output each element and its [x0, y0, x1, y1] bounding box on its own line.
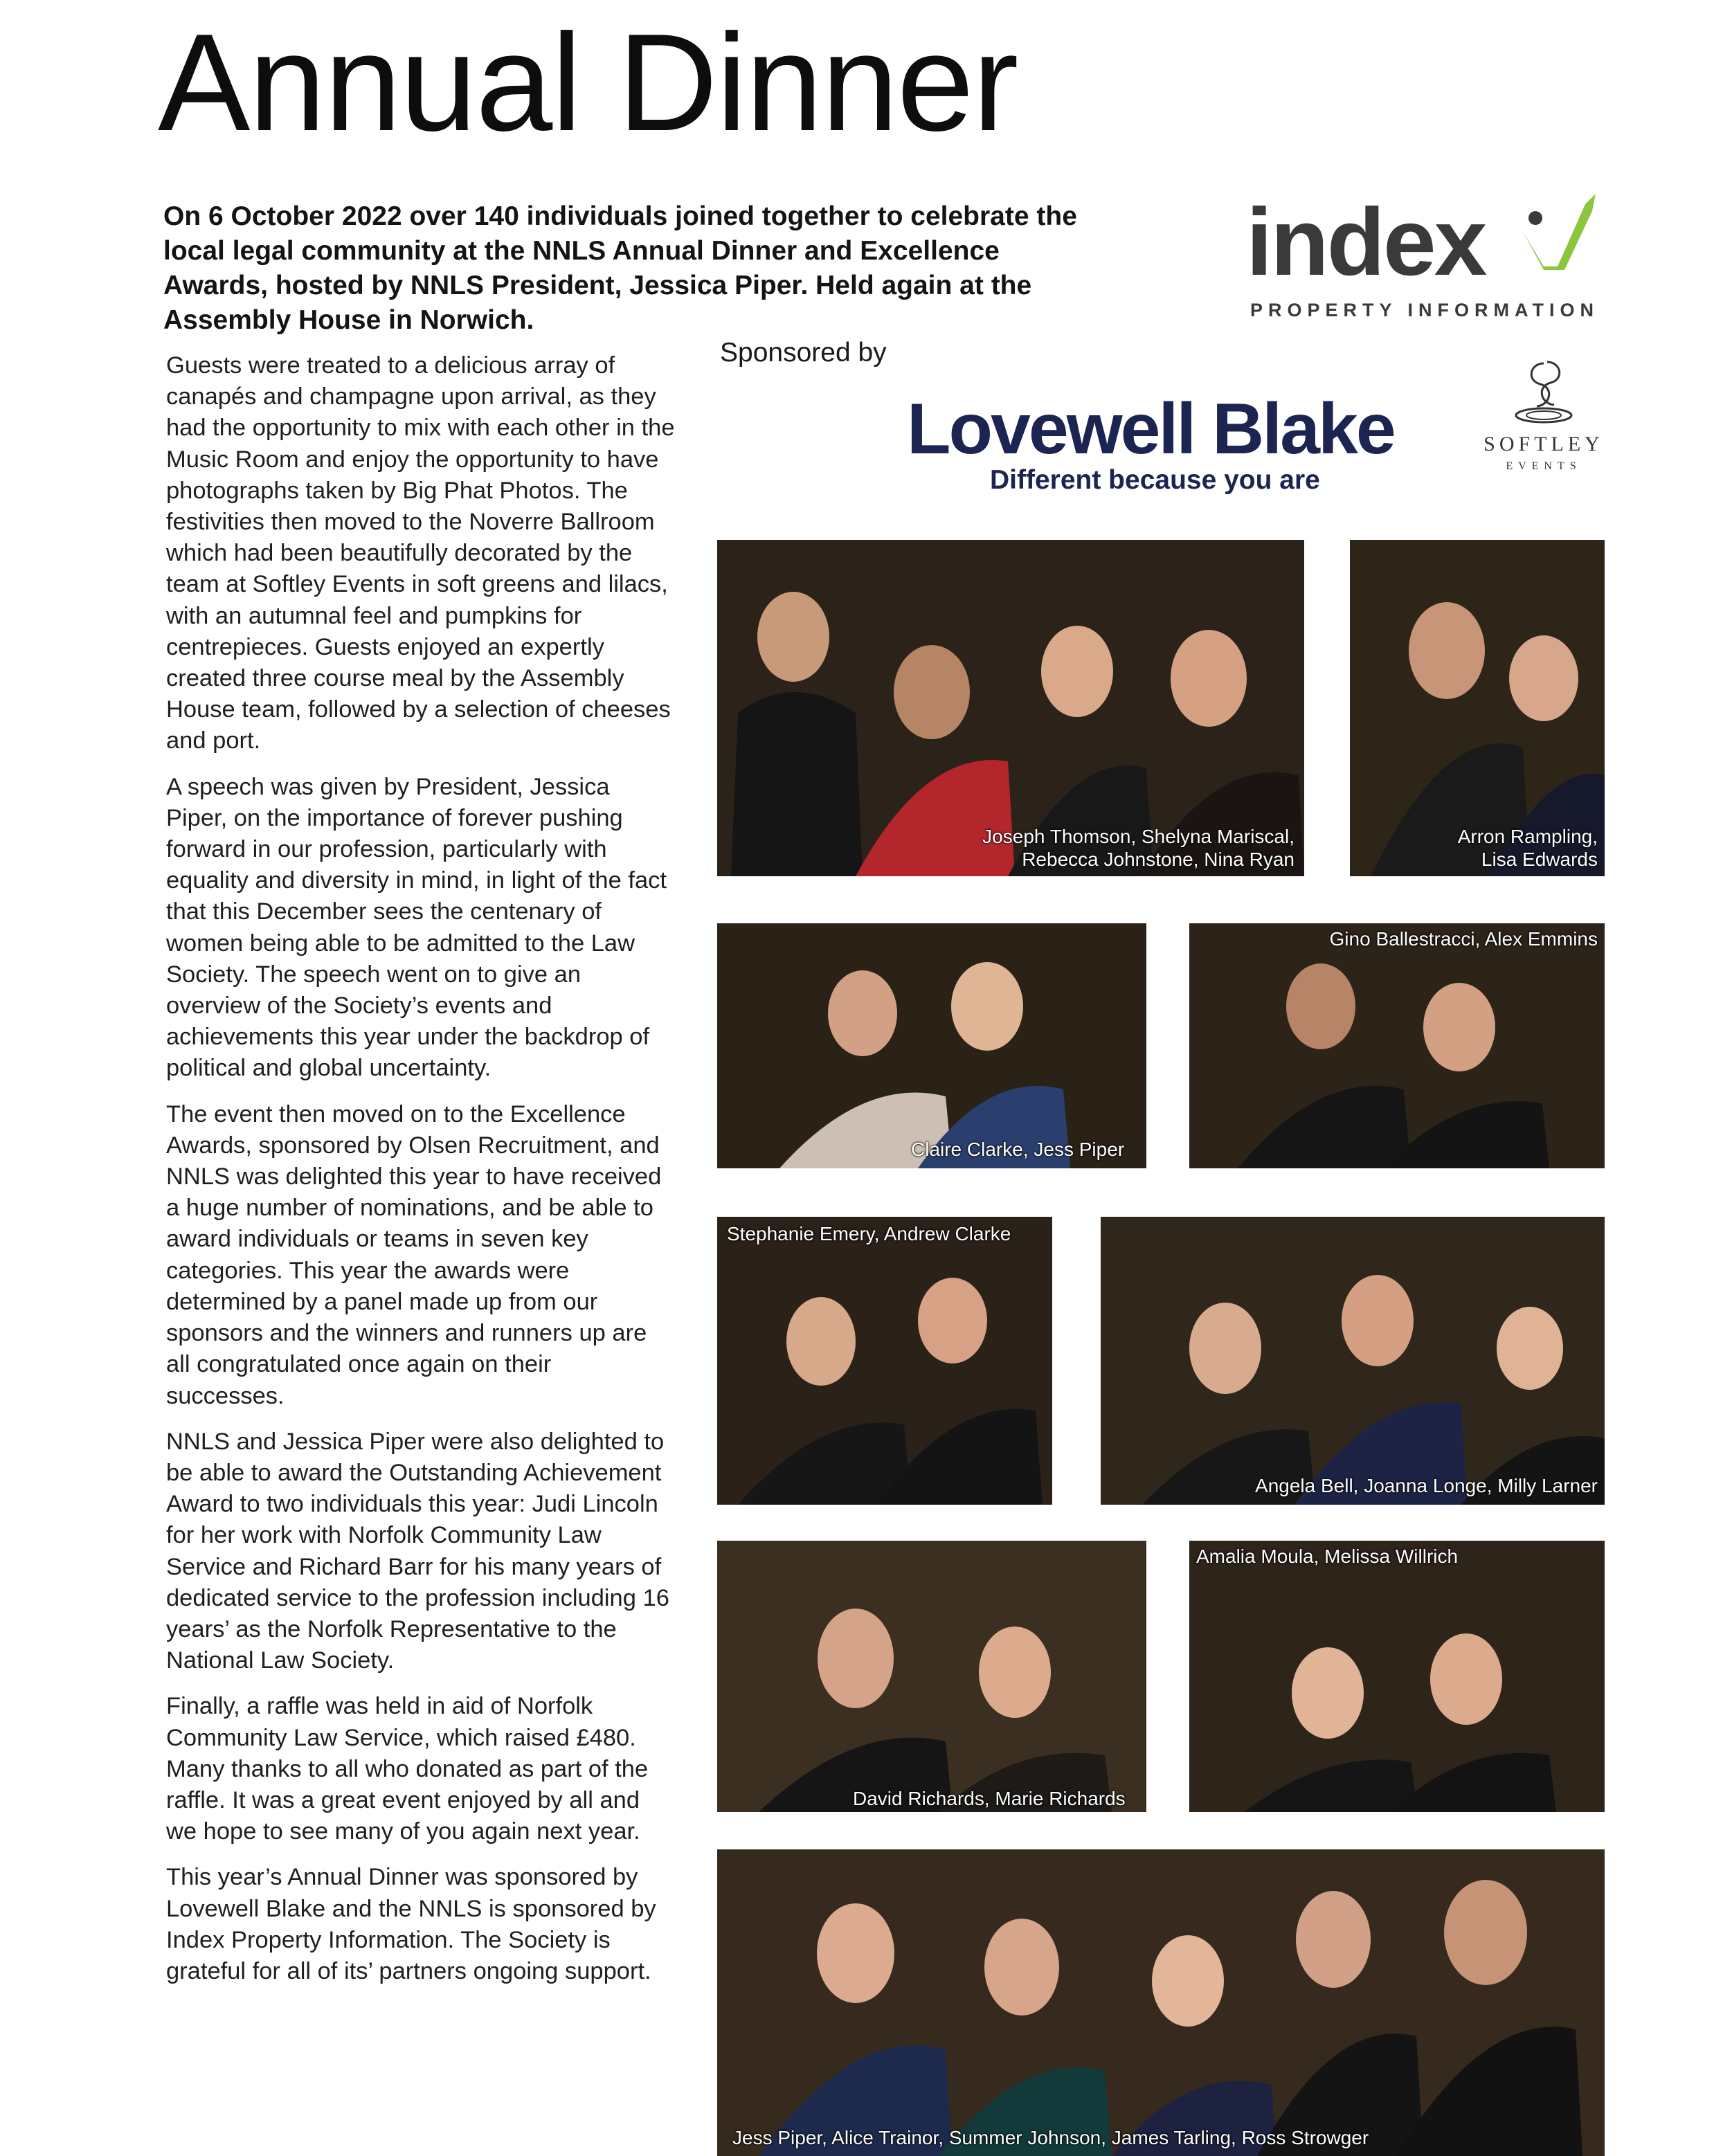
photo-caption: Jess Piper, Alice Trainor, Summer Johnson, James Tarling, Ross Strowger [732, 2127, 1369, 2148]
lovewell-blake-logo [907, 388, 1405, 505]
photo-group-5 [717, 1217, 1052, 1505]
photo-group-2 [1350, 540, 1605, 876]
intro-paragraph [163, 199, 1133, 338]
photo-people-illustration [717, 923, 1146, 1168]
photo-caption: David Richards, Marie Richards [853, 1788, 1126, 1809]
body-paragraph: The event then moved on to the Excellence Awards, sponsored by Olsen Recruitment, and NNLS was delighted this year to have received a huge number of nominations, and be able to award individuals or teams in seven key categories. This year the awards were determined by a panel made up from our sponsors and the winners and runners up are all congratulated once again on their successes. [166, 1100, 662, 1409]
sponsored-by-label: Sponsored by [720, 338, 887, 368]
softley-logo-subtitle: EVENTS [1506, 460, 1582, 472]
intro-line: local legal community at the NNLS Annual Dinner and Excellence [163, 236, 1000, 266]
index-property-logo [1246, 190, 1606, 329]
photo-group-3 [717, 923, 1146, 1168]
photo-caption: Claire Clarke, Jess Piper [911, 1139, 1125, 1160]
photo-people-illustration [717, 1541, 1146, 1812]
body-paragraph: NNLS and Jessica Piper were also delighted to be able to award the Outstanding Achievement Award to two individuals this year: Judi Lincoln for her work with Norfolk Community Law Service and Richard Barr for his many years of dedicated service to the profession including 16 years’ as the Norfolk Representative to the National Law Society. [166, 1428, 669, 1674]
softley-logo-word: SOFTLEY [1483, 433, 1604, 455]
intro-line: Assembly House in Norwich. [163, 305, 534, 335]
photo-group-7 [717, 1541, 1146, 1812]
photo-caption: Joseph Thomson, Shelyna Mariscal, Rebecca Johnstone, Nina Ryan [982, 826, 1294, 870]
photo-caption: Angela Bell, Joanna Longe, Milly Larner [1255, 1475, 1598, 1496]
body-paragraph: Finally, a raffle was held in aid of Norfolk Community Law Service, which raised £480. Many thanks to all who donated as part of the raffle. It was a great event enjoyed by all and we hope to see many of you again next year. [166, 1693, 649, 1845]
body-paragraph: Guests were treated to a delicious array of canapés and champagne upon arrival, as they had the opportunity to mix with each other in the Music Room and enjoy the opportunity to have photographs taken by Big Phat Photos. The festivities then moved to the Noverre Ballroom which had been beautifully decorated by the team at Softley Events in soft greens and lilacs, with an autumnal feel and pumpkins for centrepieces. Guests enjoyed an expertly created three course meal by the Assembly House team, followed by a selection of cheeses and port. [166, 352, 675, 754]
photo-caption: Gino Ballestracci, Alex Emmins [1329, 928, 1598, 950]
photo-people-illustration [1189, 1541, 1605, 1812]
photo-group-9 [717, 1849, 1605, 2156]
photo-group-8 [1189, 1541, 1605, 1812]
lovewell-blake-word: Lovewell Blake [907, 389, 1394, 469]
photo-people-illustration [717, 1849, 1605, 2156]
photo-people-illustration [1189, 923, 1605, 1168]
photo-group-4 [1189, 923, 1605, 1168]
body-paragraph: A speech was given by President, Jessica Piper, on the importance of forever pushing forward in our profession, particularly with equality and diversity in mind, in light of the fact that this December sees the centenary of women being able to be admitted to the Law Society. The speech went on to give an overview of the Society’s events and achievements this year under the backdrop of political and global uncertainty. [166, 773, 667, 1082]
article-body [166, 350, 675, 2002]
photo-group-1 [717, 540, 1304, 876]
photo-caption: Arron Rampling, Lisa Edwards [1457, 826, 1598, 870]
intro-line: On 6 October 2022 over 140 individuals joined together to celebrate the [163, 201, 1077, 231]
page-title: Annual Dinner [158, 6, 1018, 160]
index-logo-subtitle: PROPERTY INFORMATION [1250, 300, 1600, 320]
softley-events-logo [1474, 356, 1613, 481]
index-check-icon [1516, 190, 1599, 273]
photo-caption: Stephanie Emery, Andrew Clarke [727, 1223, 1011, 1244]
lovewell-blake-tagline: Different because you are [990, 465, 1320, 495]
photo-people-illustration [1101, 1217, 1605, 1505]
photo-caption: Amalia Moula, Melissa Willrich [1196, 1546, 1459, 1567]
photo-people-illustration [717, 1217, 1052, 1505]
intro-line: Awards, hosted by NNLS President, Jessica Piper. Held again at the [163, 271, 1032, 300]
index-logo-word: index [1246, 189, 1486, 296]
body-paragraph: This year’s Annual Dinner was sponsored by Lovewell Blake and the NNLS is sponsored by Index Property Information. The Society is grateful for all of its’ partners ongoing support. [166, 1864, 656, 1984]
photo-group-6 [1101, 1217, 1605, 1505]
softley-swan-icon [1509, 356, 1578, 429]
